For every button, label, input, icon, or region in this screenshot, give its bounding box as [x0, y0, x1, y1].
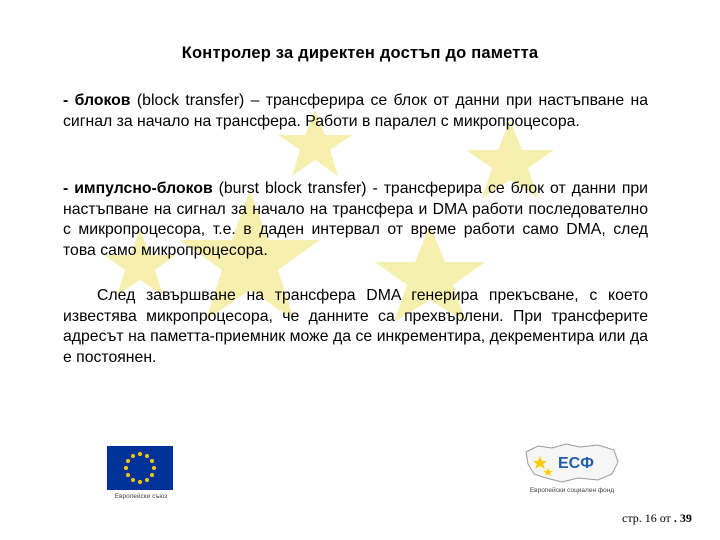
page-number [622, 511, 692, 526]
bulgaria-map-icon [518, 438, 626, 486]
term-block: - блоков [63, 92, 131, 109]
esf-logo [518, 438, 626, 494]
paragraph-burst-transfer [63, 179, 648, 261]
paragraph-text: (block transfer) – трансферира се блок от данни при настъпване на сигнал за начало на трансфера. Работи в паралел с микропроцесора. [63, 92, 648, 130]
paragraph-completion: След завършване на трансфера DMA генерира прекъсване, с което известява микропроцесора, че данните са прехвърлени. При трансферите адресът на паметта-приемник може да се инкрементира, декрементира или да е постоянен. [63, 287, 648, 366]
paragraph-block-transfer [63, 91, 648, 132]
eu-flag-icon [107, 446, 173, 490]
page-number-prefix: стр. 16 от [622, 511, 671, 525]
paragraph-text: (burst block transfer) - трансферира се блок от данни при настъпване на сигнал за начало на трансфера и DMA работи последователно с микропроцесора, т.е. в даден интервал от време работи само DMA, след това само микропроцесора. [63, 180, 648, 259]
page-title: Контролер за директен достъп до паметта [181, 44, 539, 62]
term-burst-block: - импулсно-блоков [63, 180, 213, 197]
page-number-total: . 39 [673, 511, 692, 525]
eu-logo [107, 446, 175, 500]
eu-logo-caption: Европейски съюз [114, 493, 168, 500]
esf-logo-text: ЕСФ [558, 455, 594, 472]
esf-logo-caption: Европейски социален фонд [529, 487, 615, 494]
